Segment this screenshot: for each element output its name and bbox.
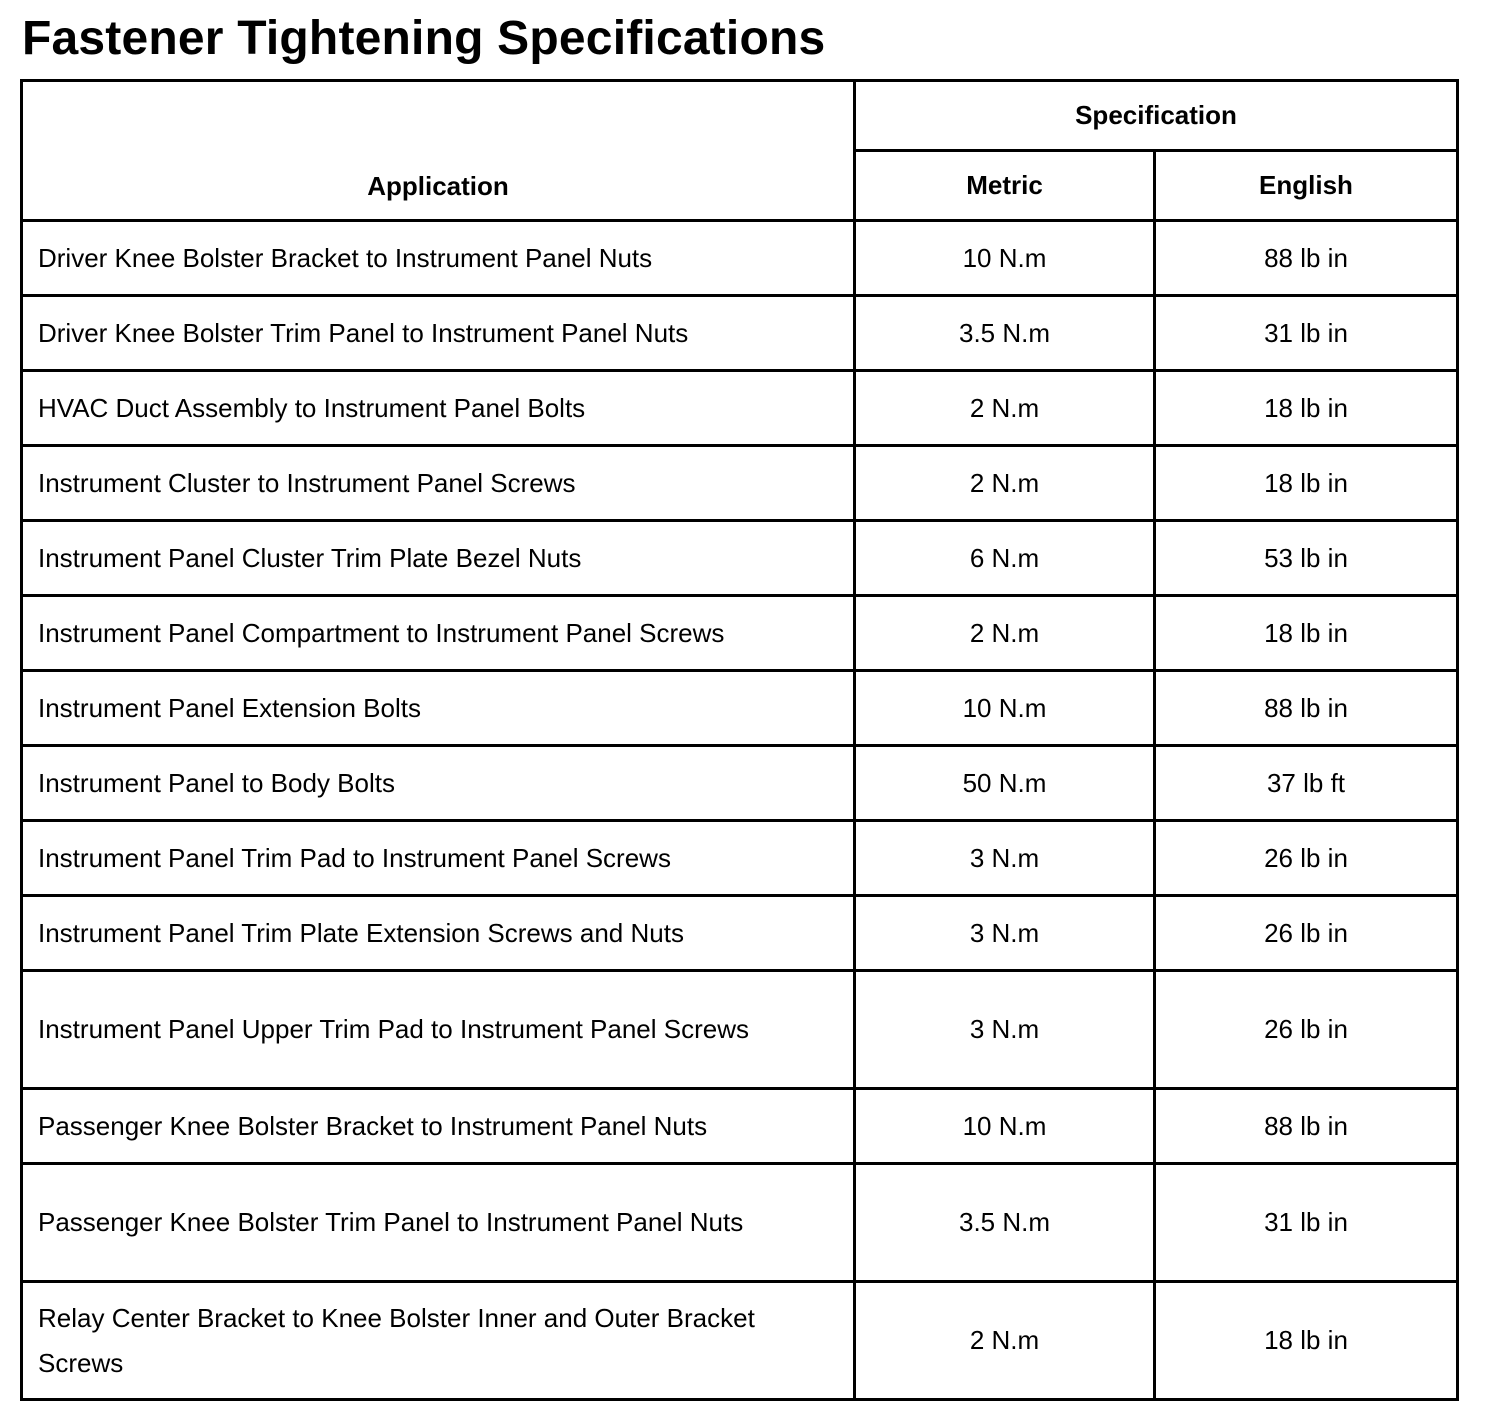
table-row: [22, 896, 1458, 971]
table-row: [22, 296, 1458, 371]
metric-cell: 50 N.m: [855, 746, 1155, 821]
application-cell: Instrument Panel Extension Bolts: [22, 671, 855, 746]
metric-cell: 3 N.m: [855, 896, 1155, 971]
metric-cell: 10 N.m: [855, 221, 1155, 296]
fastener-spec-table: [20, 79, 1459, 1401]
header-metric: Metric: [855, 151, 1155, 221]
english-cell: 26 lb in: [1155, 821, 1458, 896]
english-cell: 31 lb in: [1155, 296, 1458, 371]
metric-cell: 2 N.m: [855, 371, 1155, 446]
table-body: [22, 221, 1458, 1400]
application-cell: Driver Knee Bolster Trim Panel to Instrument Panel Nuts: [22, 296, 855, 371]
table-row: [22, 1164, 1458, 1282]
application-cell: Instrument Panel Compartment to Instrument Panel Screws: [22, 596, 855, 671]
english-cell: 26 lb in: [1155, 971, 1458, 1089]
table-header: [22, 81, 1458, 221]
application-cell: Instrument Panel Upper Trim Pad to Instrument Panel Screws: [22, 971, 855, 1089]
english-cell: 18 lb in: [1155, 1282, 1458, 1400]
metric-cell: 10 N.m: [855, 1089, 1155, 1164]
english-cell: 18 lb in: [1155, 371, 1458, 446]
table-row: [22, 446, 1458, 521]
english-cell: 88 lb in: [1155, 1089, 1458, 1164]
metric-cell: 2 N.m: [855, 446, 1155, 521]
metric-cell: 3 N.m: [855, 821, 1155, 896]
application-cell: Instrument Panel to Body Bolts: [22, 746, 855, 821]
table-row: [22, 971, 1458, 1089]
table-row: [22, 521, 1458, 596]
english-cell: 37 lb ft: [1155, 746, 1458, 821]
page-title: Fastener Tightening Specifications: [22, 12, 826, 65]
application-cell: Relay Center Bracket to Knee Bolster Inner and Outer Bracket Screws: [22, 1282, 855, 1400]
english-cell: 88 lb in: [1155, 221, 1458, 296]
table-row: [22, 1089, 1458, 1164]
table-row: [22, 1282, 1458, 1400]
metric-cell: 6 N.m: [855, 521, 1155, 596]
application-cell: Passenger Knee Bolster Trim Panel to Instrument Panel Nuts: [22, 1164, 855, 1282]
table-row: [22, 746, 1458, 821]
english-cell: 26 lb in: [1155, 896, 1458, 971]
table-row: [22, 371, 1458, 446]
header-english: English: [1155, 151, 1458, 221]
metric-cell: 2 N.m: [855, 1282, 1155, 1400]
application-cell: Instrument Panel Trim Plate Extension Screws and Nuts: [22, 896, 855, 971]
header-application: Application: [22, 81, 855, 221]
table-row: [22, 221, 1458, 296]
table-row: [22, 596, 1458, 671]
english-cell: 53 lb in: [1155, 521, 1458, 596]
metric-cell: 10 N.m: [855, 671, 1155, 746]
metric-cell: 3.5 N.m: [855, 296, 1155, 371]
english-cell: 18 lb in: [1155, 446, 1458, 521]
header-specification: Specification: [855, 81, 1458, 151]
metric-cell: 2 N.m: [855, 596, 1155, 671]
application-cell: Instrument Panel Cluster Trim Plate Bezel Nuts: [22, 521, 855, 596]
metric-cell: 3 N.m: [855, 971, 1155, 1089]
application-cell: Instrument Cluster to Instrument Panel Screws: [22, 446, 855, 521]
english-cell: 31 lb in: [1155, 1164, 1458, 1282]
header-row-top: [22, 81, 1458, 151]
table-row: [22, 671, 1458, 746]
application-cell: Passenger Knee Bolster Bracket to Instrument Panel Nuts: [22, 1089, 855, 1164]
application-cell: HVAC Duct Assembly to Instrument Panel Bolts: [22, 371, 855, 446]
table-row: [22, 821, 1458, 896]
english-cell: 88 lb in: [1155, 671, 1458, 746]
application-cell: Driver Knee Bolster Bracket to Instrument Panel Nuts: [22, 221, 855, 296]
metric-cell: 3.5 N.m: [855, 1164, 1155, 1282]
english-cell: 18 lb in: [1155, 596, 1458, 671]
application-cell: Instrument Panel Trim Pad to Instrument Panel Screws: [22, 821, 855, 896]
